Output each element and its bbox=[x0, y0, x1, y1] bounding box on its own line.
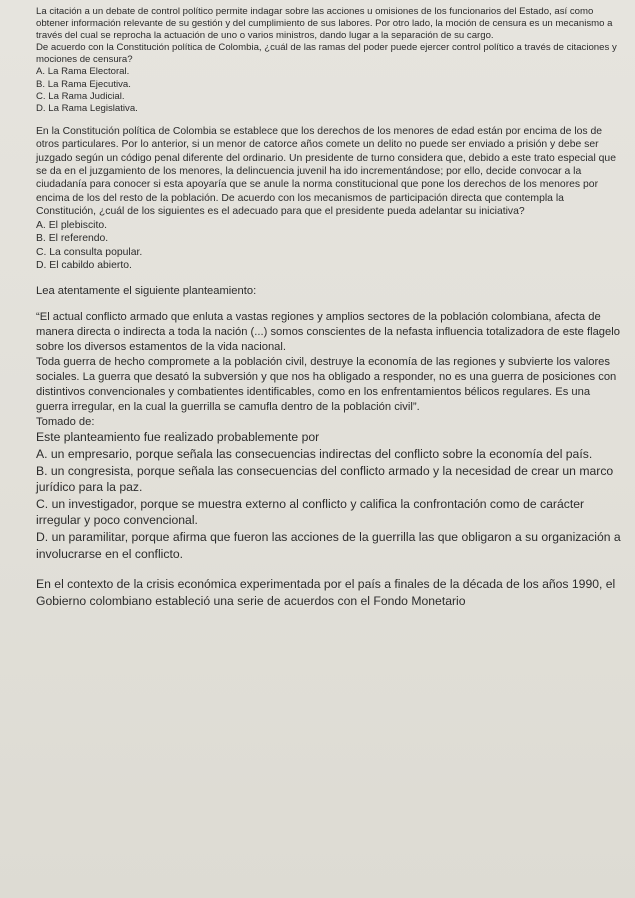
q3-question: Este planteamiento fue realizado probablemente por bbox=[36, 430, 320, 445]
q2-option-d: D. El cabildo abierto. bbox=[36, 259, 132, 271]
q1-option-d: D. La Rama Legislativa. bbox=[36, 102, 138, 114]
spacer bbox=[36, 562, 621, 576]
q3-intro: Lea atentamente el siguiente planteamiento: bbox=[36, 285, 257, 298]
question-block-4 bbox=[36, 576, 621, 609]
q2-option-b: B. El referendo. bbox=[36, 233, 109, 245]
q2-option-c: C. La consulta popular. bbox=[36, 246, 143, 258]
q1-context: La citación a un debate de control político permite indagar sobre las acciones u omisiones de los funcionarios del Estado, así como obtener información relevante de su gestión y del cumplimiento de sus labores. Por otro lado, la moción de censura es un mecanismo a través del cual se reprocha la actuación de uno o varios ministros, dando lugar a la separación de su cargo. bbox=[36, 6, 613, 42]
q3-quote-paragraph-2: Toda guerra de hecho compromete a la población civil, destruye la economía de las regiones y subvierte los valores sociales. La guerra que desató la subversión y que nos ha obligado a responder, no es una guerra de posiciones con distintivos convencionales y combatientes identificables, como en los enfrentamientos bélicos regulares. Es una guerra irregular, en la cual la guerrilla se camufla dentro de la población civil”. bbox=[36, 355, 617, 413]
spacer bbox=[36, 115, 621, 125]
question-block-3 bbox=[36, 284, 621, 562]
q1-question: De acuerdo con la Constitución política de Colombia, ¿cuál de las ramas del poder puede ejercer control político a través de citaciones y mociones de censura? bbox=[36, 42, 617, 66]
spacer bbox=[36, 299, 621, 310]
q3-option-a: A. un empresario, porque señala las consecuencias indirectas del conflicto sobre la economía del país. bbox=[36, 447, 593, 462]
spacer bbox=[36, 272, 621, 284]
q3-option-b: B. un congresista, porque señala las consecuencias del conflicto armado y la necesidad de crear un marco jurídico para la paz. bbox=[36, 463, 614, 495]
q1-option-a: A. La Rama Electoral. bbox=[36, 66, 130, 78]
q4-context: En el contexto de la crisis económica experimentada por el país a finales de la década de los años 1990, el Gobierno colombiano estableció una serie de acuerdos con el Fondo Monetario bbox=[36, 577, 616, 608]
q3-source: Tomado de: bbox=[36, 415, 95, 428]
q1-option-c: C. La Rama Judicial. bbox=[36, 90, 125, 102]
q2-context: En la Constitución política de Colombia se establece que los derechos de los menores de edad están por encima de los de otros particulares. Por lo anterior, si un menor de catorce años comete un delito no puede ser enviado a prisión y debe ser juzgado según un código penal diferente del ordinario. Un presidente de turno considera que, debido a este trato especial que se da en el juzgamiento de los menores, la delincuencia juvenil ha ido incrementándose; por ello, decide convocar a la ciudadanía para conocer si esta apoyaría que se anule la norma constitucional que pone los derechos de los menores por encima de los del resto de la población. De acuerdo con los mecanismos de participación directa que contempla la Constitución, ¿cuál de los siguientes es el adecuado para que el presidente pueda adelantar su iniciativa? bbox=[36, 125, 616, 218]
question-block-1 bbox=[36, 6, 621, 115]
q1-option-b: B. La Rama Ejecutiva. bbox=[36, 78, 131, 90]
q2-option-a: A. El plebiscito. bbox=[36, 219, 108, 231]
q3-quote-paragraph-1: “El actual conflicto armado que enluta a vastas regiones y amplios sectores de la población colombiana, afecta de manera directa o indirecta a toda la nación (...) somos conscientes de la nefasta influencia totalizadora de este flagelo sobre los diversos estamentos de la vida nacional. bbox=[36, 311, 620, 354]
q3-option-d: D. un paramilitar, porque afirma que fueron las acciones de la guerrilla las que obligaron a su organización a involucrarse en el conflicto. bbox=[36, 530, 621, 561]
question-block-2 bbox=[36, 125, 621, 272]
q3-option-c: C. un investigador, porque se muestra externo al conflicto y califica la confrontación como de carácter irregular y poco convencional. bbox=[36, 496, 585, 528]
